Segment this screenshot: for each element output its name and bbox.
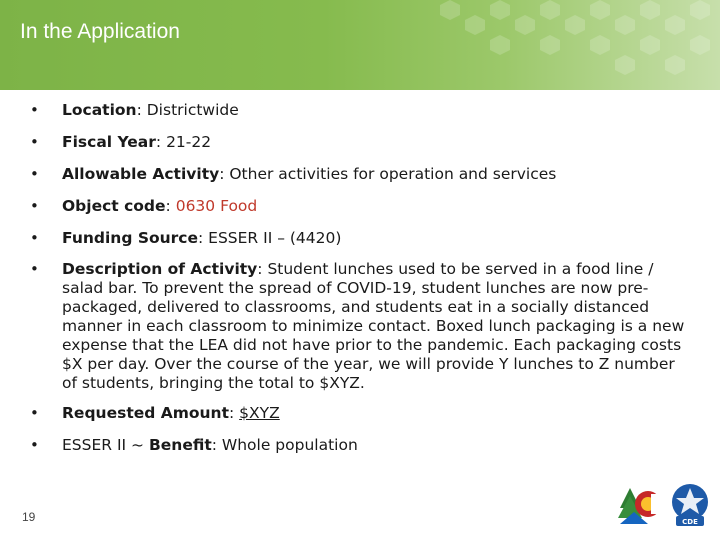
bullet-list — [30, 100, 690, 467]
bullet-icon: • — [30, 404, 39, 422]
cde-logo-icon — [664, 482, 716, 528]
colorado-c-tree-icon — [618, 482, 664, 528]
item-value: 0630 Food — [175, 197, 258, 215]
cde-logo-text: CDE — [682, 518, 698, 526]
item-separator: : — [155, 133, 167, 151]
item-value: Student lunches used to be served in a food line / salad bar. To prevent the spread of COVID-19, student lunches are now pre-packaged, delivered to classrooms, and students eat in a socially distanced manner in each classroom to minimize contact. Boxed lunch packaging is a new expense that the LEA did not have prior to the pandemic. Each packaging costs $X per day. Over the course of the year, we will provide Y lunches to Z number of students, bringing the total to $XYZ. — [62, 260, 685, 392]
list-item-allowable-activity — [30, 164, 690, 185]
list-item-description — [30, 260, 690, 393]
page-number: 19 — [22, 510, 36, 524]
item-separator: : — [198, 229, 209, 247]
item-separator: : — [257, 260, 268, 278]
bullet-icon: • — [30, 197, 39, 215]
hexagon-pattern-icon — [420, 0, 720, 90]
list-item-funding-source — [30, 228, 690, 249]
item-key: Description of Activity — [62, 260, 258, 278]
bullet-icon: • — [30, 260, 39, 278]
item-value: $XYZ — [239, 404, 280, 422]
item-key: Requested Amount — [62, 404, 230, 422]
bullet-icon: • — [30, 165, 39, 183]
item-key: Object code — [62, 197, 166, 215]
item-separator: : — [136, 101, 147, 119]
item-value: Districtwide — [146, 101, 239, 119]
item-value: Whole population — [221, 436, 358, 454]
bullet-icon: • — [30, 229, 39, 247]
item-separator: : — [219, 165, 230, 183]
item-key: Funding Source — [62, 229, 199, 247]
list-item-requested-amount — [30, 403, 690, 424]
page-title: In the Application — [20, 20, 180, 43]
item-key: Allowable Activity — [62, 165, 220, 183]
item-separator: : — [229, 404, 240, 422]
list-item-benefit — [30, 435, 690, 456]
list-item-location — [30, 100, 690, 121]
title-bar — [0, 0, 720, 90]
item-key: Location — [62, 101, 137, 119]
list-item-fiscal-year — [30, 132, 690, 153]
item-key: Fiscal Year — [62, 133, 156, 151]
item-separator: : — [211, 436, 222, 454]
bullet-icon: • — [30, 101, 39, 119]
item-prefix: ESSER II ~ — [62, 436, 149, 454]
item-value: Other activities for operation and services — [229, 165, 557, 183]
item-separator: : — [165, 197, 176, 215]
item-value: ESSER II – (4420) — [208, 229, 342, 247]
bullet-icon: • — [30, 436, 39, 454]
bullet-icon: • — [30, 133, 39, 151]
item-key: Benefit — [148, 436, 212, 454]
item-value: 21-22 — [166, 133, 212, 151]
list-item-object-code — [30, 196, 690, 217]
